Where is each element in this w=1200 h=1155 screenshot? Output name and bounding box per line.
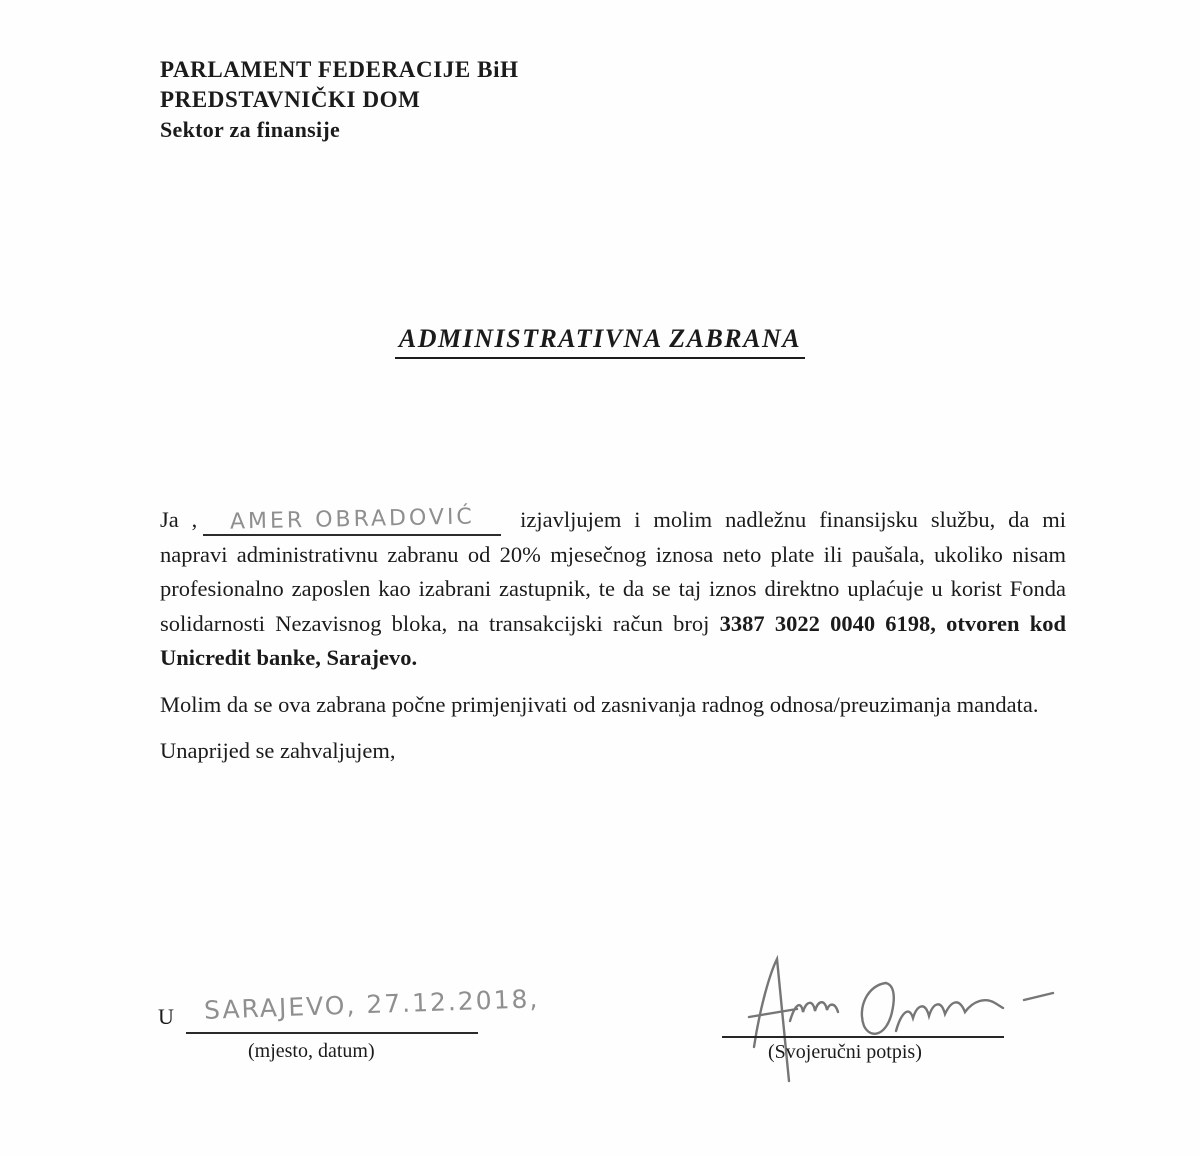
signature-image	[700, 945, 1060, 1090]
handwritten-name: AMER OBRADOVIĆ	[229, 504, 475, 535]
org-name: PARLAMENT FEDERACIJE BiH	[160, 57, 519, 82]
paragraph-declaration	[160, 503, 1066, 676]
place-date-caption: (mjesto, datum)	[248, 1040, 375, 1062]
place-prefix: U	[158, 1004, 174, 1029]
place-date-underline	[186, 1032, 478, 1034]
document-title: ADMINISTRATIVNA ZABRANA	[395, 324, 805, 359]
declaration-text: izjavljujem i molim nadležnu finansijsku službu, da mi napravi administrativnu zabranu od 20% mjesečnog iznosa neto plate ili paušala, ukoliko nisam profesionalno zaposlen kao izabrani zastupnik, te da se taj iznos direktno uplaćuje u korist Fonda solidarnosti Nezavisnog bloka, na transakcijski račun broj	[160, 507, 1066, 636]
declaration-lead: Ja ,	[160, 507, 198, 532]
letter-body	[160, 503, 1066, 781]
signature-caption: (Svojeručni potpis)	[768, 1041, 922, 1063]
signature-underline	[722, 1036, 1004, 1038]
handwritten-place-date: SARAJEVO, 27.12.2018,	[203, 984, 540, 1025]
letterhead	[160, 55, 519, 145]
chamber-name: PREDSTAVNIČKI DOM	[160, 87, 421, 112]
account-number-bold: 3387 3022 0040 6198, otvoren kod Unicredit banke, Sarajevo.	[160, 610, 1066, 670]
title-row	[0, 324, 1200, 359]
name-blank-underline	[203, 504, 501, 536]
department-name: Sektor za finansije	[160, 117, 341, 142]
paragraph-request: Molim da se ova zabrana počne primjenjivati od zasnivanja radnog odnosa/preuzimanja mandata.	[160, 691, 1039, 717]
paragraph-closing: Unaprijed se zahvaljujem,	[160, 738, 396, 763]
